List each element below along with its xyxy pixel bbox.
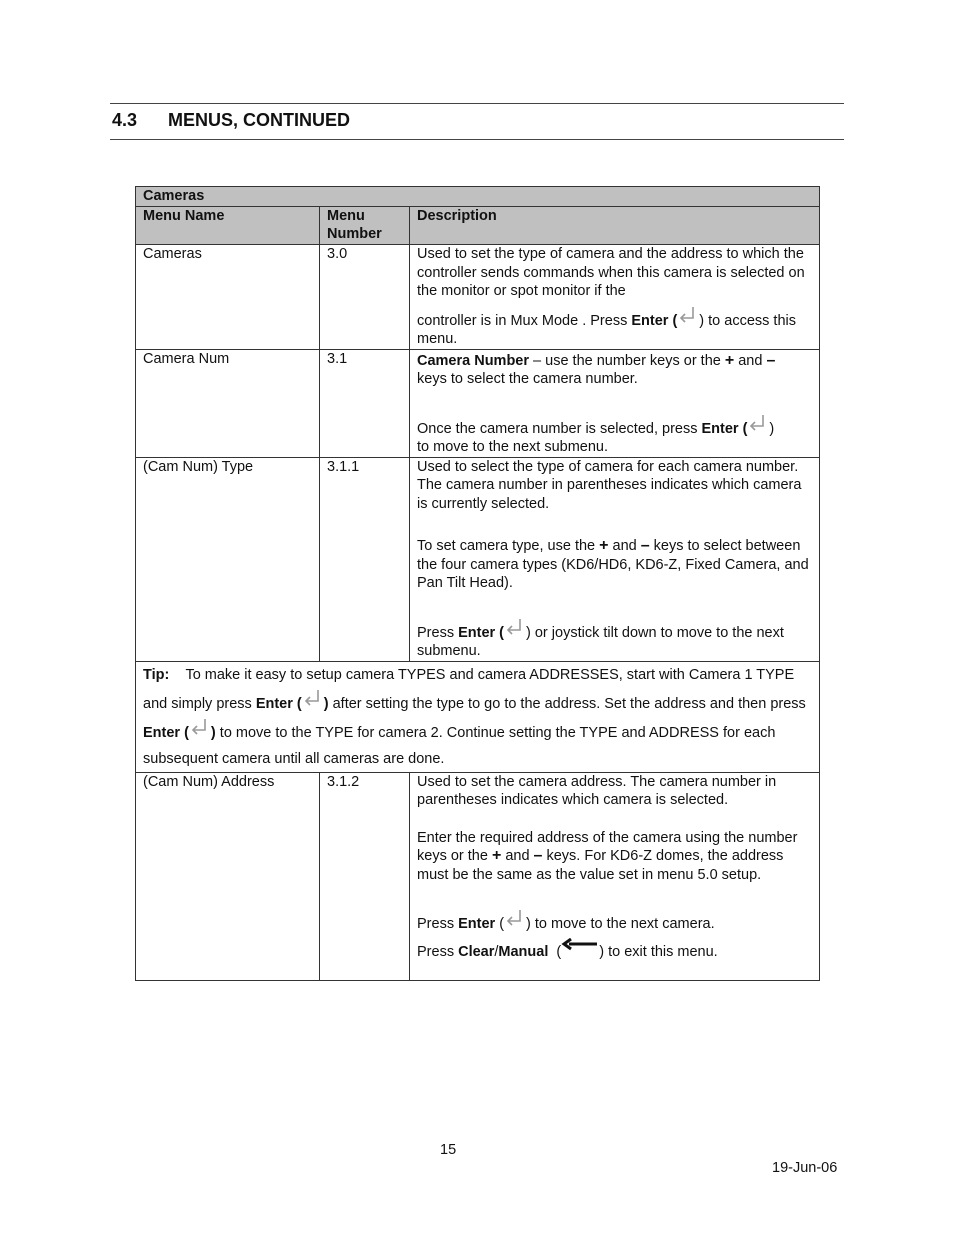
description-text: Used to set the type of camera and the address to which the controller sends commands when this camera is selected on the monitor or spot monitor if the (417, 246, 805, 299)
enter-label: Enter ( (631, 312, 678, 329)
description-text: Used to set the camera address. The camera number in parentheses indicates which camera is selected. (417, 773, 777, 808)
text-span: / (494, 943, 499, 960)
tip-row (136, 661, 820, 772)
clear-label: Clear (458, 943, 495, 960)
text-span: ) to move to the next camera. (526, 916, 715, 932)
table-row (136, 457, 820, 661)
text-span: and (501, 848, 534, 864)
plus-key-symbol: + (599, 537, 609, 554)
text-span: and (734, 352, 767, 369)
header-menu-number-line2: Number (327, 226, 382, 242)
manual-label: Manual (498, 943, 549, 960)
tip-text: To make it easy to setup camera TYPES and camera ADDRESSES, start with Camera 1 TYPE and simply press (143, 666, 795, 712)
plus-key-symbol: + (491, 847, 502, 864)
enter-key-icon (302, 688, 324, 710)
section-number: 4.3 (112, 110, 138, 130)
text-span: – use the number keys or the (529, 352, 725, 369)
text-span: Press (417, 943, 459, 960)
tip-label: Tip: (143, 666, 170, 683)
table-title: Cameras (136, 187, 820, 207)
description-text: Used to select the type of camera for each camera number. The camera number in parentheses indicates which camera is currently selected. (417, 458, 802, 512)
text-span: controller is in Mux Mode . Press (417, 312, 632, 329)
plus-key-symbol: + (724, 351, 735, 369)
heading-rule (110, 139, 844, 140)
text-span: Press (417, 916, 459, 932)
table-row (136, 349, 820, 457)
text-span: to move to the next submenu. (417, 439, 609, 455)
text-span: ) to exit this menu. (599, 943, 718, 960)
enter-label: Enter ( (143, 724, 189, 741)
menu-name-cell: (Cam Num) Type (136, 457, 320, 661)
minus-key-symbol: – (533, 847, 543, 864)
description-text (417, 305, 812, 349)
menu-number-cell: 3.0 (320, 245, 410, 350)
text-span: ) (210, 724, 216, 741)
menu-name-cell: (Cam Num) Address (136, 772, 320, 980)
minus-key-symbol: – (640, 537, 650, 554)
text-span: keys to select the camera number. (417, 371, 638, 387)
tip-text: after setting the type to go to the address. Set the address and then press (328, 695, 806, 712)
page-number: 15 (440, 1142, 457, 1158)
table-row (136, 772, 820, 980)
header-menu-name: Menu Name (136, 207, 320, 245)
text-span: Once the camera number is selected, press (417, 420, 702, 437)
description-cell (410, 457, 820, 661)
description-text (417, 413, 812, 457)
enter-key-icon (747, 413, 769, 435)
enter-key-icon (677, 305, 699, 327)
header-menu-number (320, 207, 410, 245)
description-text (417, 617, 812, 661)
table-header-row (136, 207, 820, 245)
back-arrow-icon (561, 938, 599, 954)
table-title-row (136, 187, 820, 207)
text-span: ) to access this menu. (417, 312, 796, 347)
text-span: To set camera type, use the (417, 538, 600, 554)
top-rule (110, 103, 844, 104)
text-span: keys. For KD6-Z domes, the address must be the same as the value set in menu 5.0 setup. (417, 848, 784, 883)
text-span: ) (769, 420, 775, 437)
description-cell (410, 245, 820, 350)
enter-label: Enter ( (458, 624, 505, 641)
description-cell (410, 772, 820, 980)
description-text (417, 352, 812, 389)
header-menu-number-line1: Menu (327, 208, 365, 224)
tip-text: to move to the TYPE for camera 2. Continue setting the TYPE and ADDRESS for each subsequent camera until all cameras are done. (143, 724, 776, 767)
menu-number-cell: 3.1.2 (320, 772, 410, 980)
page-date: 19-Jun-06 (772, 1160, 838, 1176)
enter-key-icon (189, 717, 211, 739)
text-span: ( (495, 916, 505, 932)
enter-key-icon (504, 908, 526, 930)
header-description: Description (410, 207, 820, 245)
description-text (417, 938, 812, 962)
description-text (417, 908, 812, 934)
table-row (136, 245, 820, 350)
enter-label: Enter ( (701, 420, 748, 437)
description-cell (410, 349, 820, 457)
menu-name-cell: Cameras (136, 245, 320, 350)
menu-number-cell: 3.1 (320, 349, 410, 457)
description-text (417, 829, 812, 885)
menu-number-cell: 3.1.1 (320, 457, 410, 661)
text-span: Press (417, 624, 459, 641)
enter-label: Enter ( (255, 695, 302, 712)
cameras-menu-table (135, 186, 820, 981)
enter-key-icon (504, 617, 526, 639)
text-span: keys to select between the four camera types (KD6/HD6, KD6-Z, Fixed Camera, and Pan Tilt Head). (417, 538, 809, 591)
menu-name-cell: Camera Num (136, 349, 320, 457)
description-text (417, 537, 812, 593)
section-title: MENUS, CONTINUED (168, 110, 351, 130)
camera-number-label: Camera Number (417, 352, 530, 369)
enter-label: Enter (458, 916, 496, 932)
section-heading (112, 110, 350, 131)
text-span: ) (323, 695, 329, 712)
text-span: ( (548, 943, 562, 960)
minus-key-symbol: – (766, 351, 776, 369)
text-span: ) or joystick tilt down to move to the next submenu. (417, 624, 784, 659)
text-span: and (608, 538, 641, 554)
text-span: Enter the required address of the camera using the number keys or the (417, 829, 798, 864)
tip-cell (136, 661, 820, 772)
